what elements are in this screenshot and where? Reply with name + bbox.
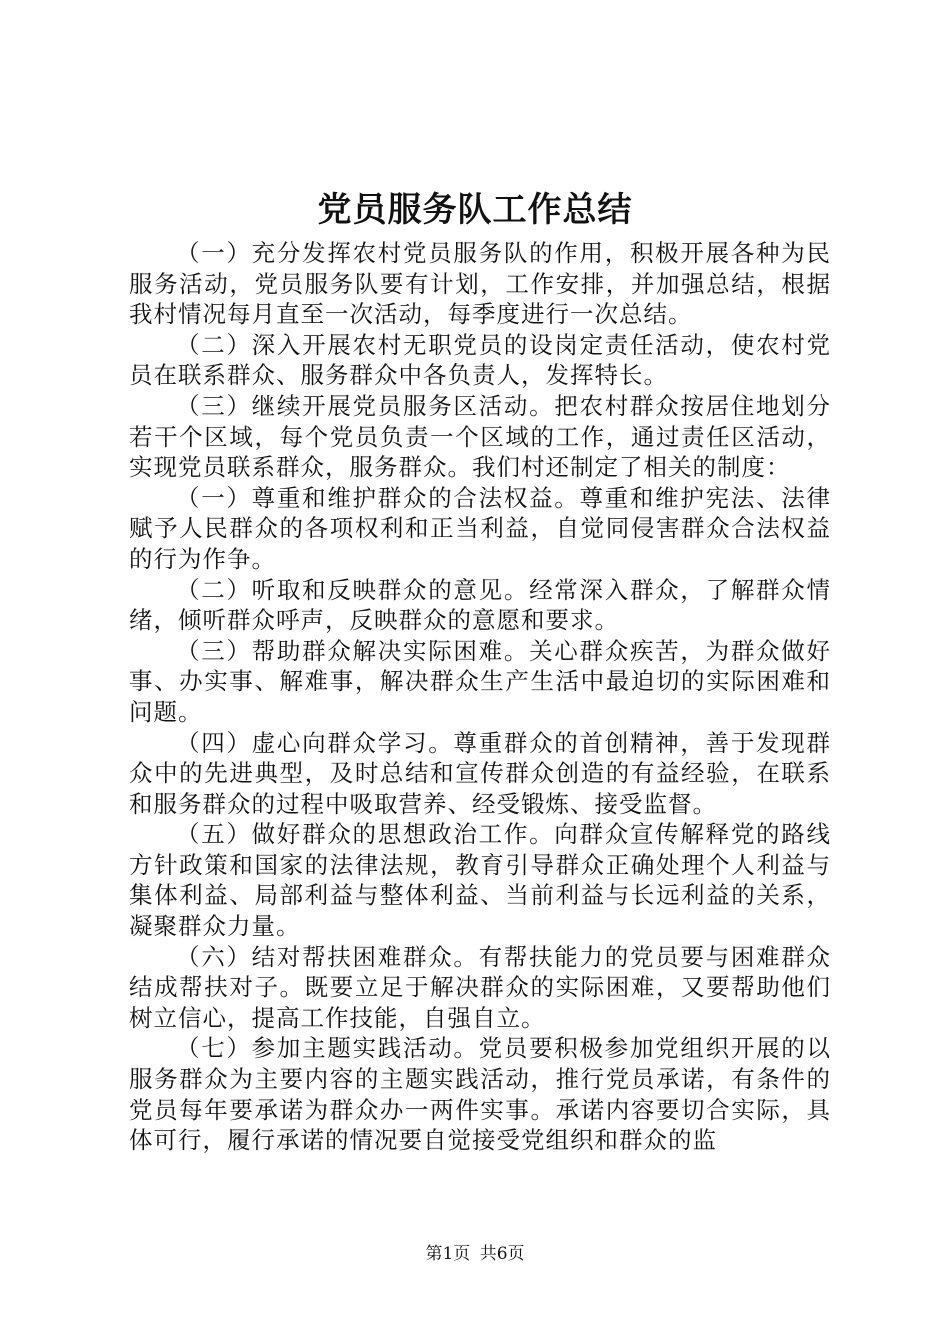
paragraph: （六）结对帮扶困难群众。有帮扶能力的党员要与困难群众结成帮扶对子。既要立足于解决群众的实际困难，又要帮助他们树立信心，提高工作技能，自强自立。	[129, 942, 831, 1032]
paragraph: （五）做好群众的思想政治工作。向群众宣传解释党的路线方针政策和国家的法律法规，教育引导群众正确处理个人利益与集体利益、局部利益与整体利益、当前利益与长远利益的关系，凝聚群众力量。	[129, 820, 831, 941]
paragraph: （七）参加主题实践活动。党员要积极参加党组织开展的以服务群众为主要内容的主题实践活动，推行党员承诺，有条件的党员每年要承诺为群众办一两件实事。承诺内容要切合实际，具体可行，履行承诺的情况要自觉接受党组织和群众的监	[129, 1034, 831, 1155]
paragraph: （二）听取和反映群众的意见。经常深入群众，了解群众情绪，倾听群众呼声，反映群众的意愿和要求。	[129, 575, 831, 635]
paragraph: （四）虚心向群众学习。尊重群众的首创精神，善于发现群众中的先进典型，及时总结和宣传群众创造的有益经验，在联系和服务群众的过程中吸取营养、经受锻炼、接受监督。	[129, 728, 831, 818]
paragraph: （三）继续开展党员服务区活动。把农村群众按居住地划分若干个区域，每个党员负责一个区域的工作，通过责任区活动，实现党员联系群众，服务群众。我们村还制定了相关的制度：	[129, 391, 831, 482]
page-total: 共6页	[479, 1244, 525, 1264]
paragraph: （一）充分发挥农村党员服务队的作用，积极开展各种为民服务活动，党员服务队要有计划，工作安排，并加强总结，根据我村情况每月直至一次活动，每季度进行一次总结。	[129, 239, 831, 329]
page-footer	[0, 1242, 950, 1266]
paragraph: （一）尊重和维护群众的合法权益。尊重和维护宪法、法律赋予人民群众的各项权利和正当利益，自觉同侵害群众合法权益的行为作争。	[129, 483, 831, 573]
paragraph: （三）帮助群众解决实际困难。关心群众疾苦，为群众做好事、办实事、解难事，解决群众生产生活中最迫切的实际困难和问题。	[129, 636, 831, 726]
document-body	[129, 238, 831, 1156]
document-title: 党员服务队工作总结	[317, 190, 633, 230]
page-number: 第1页	[425, 1244, 471, 1264]
paragraph: （二）深入开展农村无职党员的设岗定责任活动，使农村党员在联系群众、服务群众中各负责人，发挥特长。	[129, 330, 831, 390]
